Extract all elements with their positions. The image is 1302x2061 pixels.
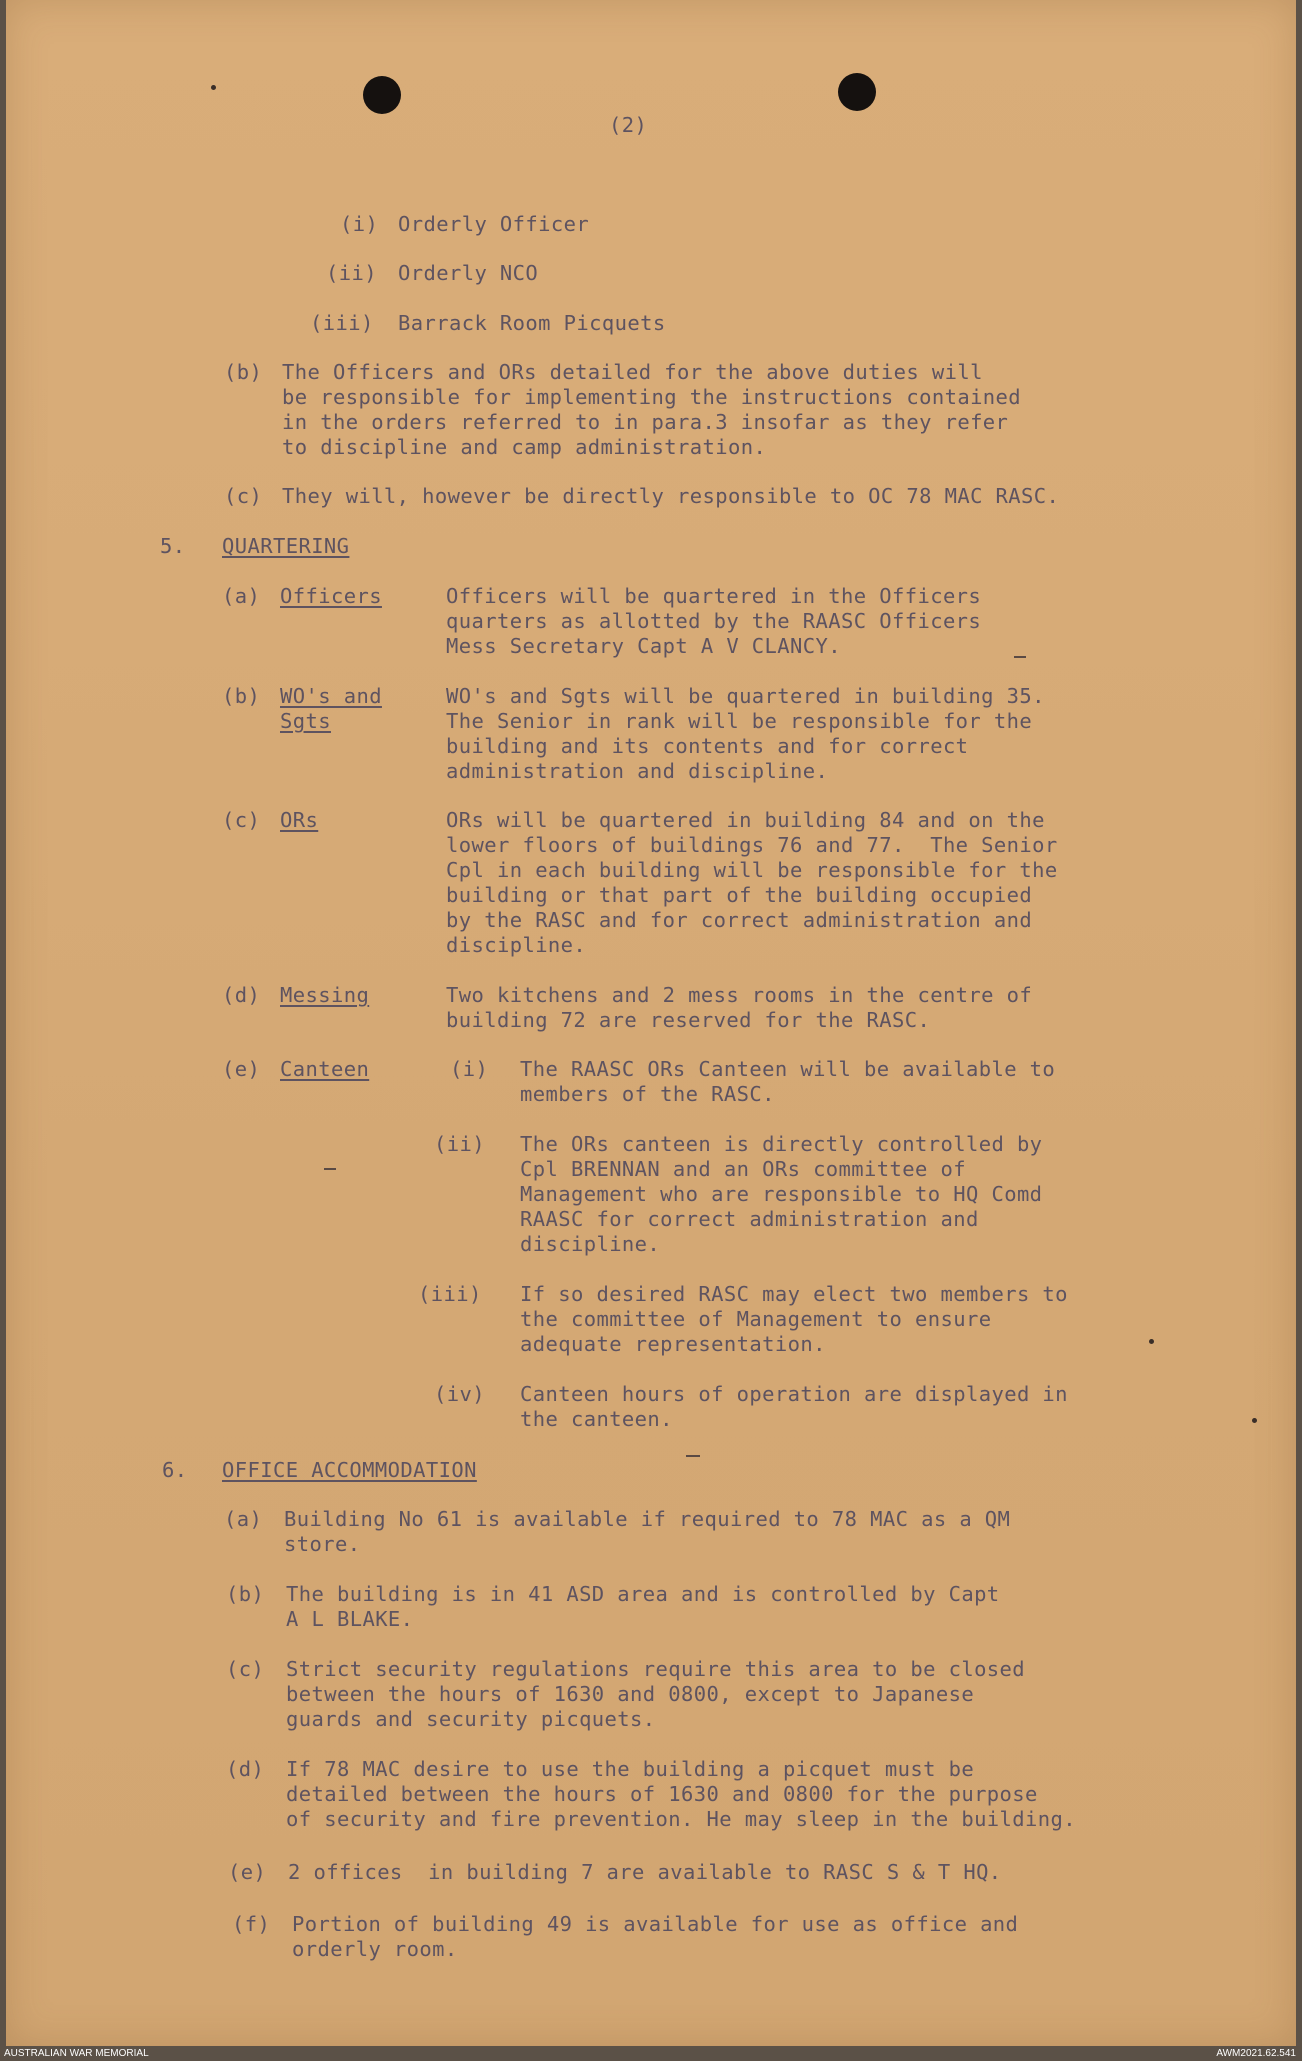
s6-b-line: The building is in 41 ASD area and is controlled by Capt [286, 1582, 1000, 1606]
para4-b-line: to discipline and camp administration. [282, 435, 767, 459]
ink-mark [1014, 656, 1026, 658]
s6-c-label: (c) [226, 1657, 265, 1681]
section6-number: 6. [162, 1458, 188, 1482]
s5-a-line: Mess Secretary Capt A V CLANCY. [446, 634, 842, 658]
section5-number: 5. [160, 534, 186, 558]
s6-c-line: Strict security regulations require this area to be closed [286, 1657, 1026, 1681]
footer-credit: AUSTRALIAN WAR MEMORIAL [4, 2048, 149, 2059]
canteen-item-line: Canteen hours of operation are displayed in [520, 1382, 1068, 1406]
paper-speck [1252, 1418, 1257, 1423]
para4-b-line: be responsible for implementing the instructions contained [282, 385, 1022, 409]
canteen-item-line: Management who are responsible to HQ Comd [520, 1182, 1043, 1206]
paper-speck [1149, 1339, 1154, 1344]
s5-a-title: Officers [280, 584, 382, 608]
canteen-item-num: (i) [450, 1057, 489, 1081]
s6-d-label: (d) [226, 1757, 265, 1781]
section5-heading: QUARTERING [222, 534, 350, 558]
canteen-item-num: (iii) [418, 1282, 482, 1306]
s5-b-line: WO's and Sgts will be quartered in building 35. [446, 684, 1045, 708]
paper-speck [211, 85, 216, 90]
para4-c-label: (c) [224, 484, 263, 508]
punch-hole-right [838, 73, 876, 111]
s6-b-line: A L BLAKE. [286, 1607, 414, 1631]
s5-d-line: Two kitchens and 2 mess rooms in the centre of [446, 983, 1033, 1007]
s6-b-label: (b) [226, 1582, 265, 1606]
s5-c-label: (c) [222, 808, 261, 832]
canteen-item-num: (ii) [434, 1132, 485, 1156]
s5-d-title: Messing [280, 983, 370, 1007]
s6-d-line: detailed between the hours of 1630 and 0800 for the purpose [286, 1782, 1038, 1806]
s5-e-label: (e) [222, 1057, 261, 1081]
s5-b-line: building and its contents and for correct [446, 734, 969, 758]
s6-d-line: of security and fire prevention. He may sleep in the building. [286, 1807, 1077, 1831]
s5-d-line: building 72 are reserved for the RASC. [446, 1008, 931, 1032]
s5-b-line: The Senior in rank will be responsible for the [446, 709, 1033, 733]
page-number: (2) [609, 113, 648, 137]
canteen-item-num: (iv) [434, 1382, 485, 1406]
s5-e-title: Canteen [280, 1057, 370, 1081]
duty-num: (iii) [310, 311, 374, 335]
canteen-item-line: the committee of Management to ensure [520, 1307, 992, 1331]
punch-hole-left [363, 76, 401, 114]
canteen-item-line: the canteen. [520, 1407, 673, 1431]
s5-c-line: Cpl in each building will be responsible for the [446, 858, 1058, 882]
canteen-item-line: Cpl BRENNAN and an ORs committee of [520, 1157, 966, 1181]
section6-heading: OFFICE ACCOMMODATION [222, 1458, 477, 1482]
s6-e-label: (e) [228, 1860, 267, 1884]
s5-b-line: administration and discipline. [446, 759, 829, 783]
para4-b-label: (b) [224, 360, 263, 384]
s6-f-label: (f) [232, 1912, 271, 1936]
canteen-item-line: RAASC for correct administration and [520, 1207, 979, 1231]
duty-text: Barrack Room Picquets [398, 311, 666, 335]
s5-b-label: (b) [222, 684, 261, 708]
s5-c-line: discipline. [446, 933, 587, 957]
canteen-item-line: adequate representation. [520, 1332, 826, 1356]
ink-mark [324, 1168, 336, 1170]
canteen-item-line: The RAASC ORs Canteen will be available to [520, 1057, 1056, 1081]
s5-a-line: quarters as allotted by the RAASC Officers [446, 609, 982, 633]
canteen-item-line: discipline. [520, 1232, 661, 1256]
duty-num: (i) [340, 212, 379, 236]
canteen-item-line: The ORs canteen is directly controlled by [520, 1132, 1043, 1156]
s5-a-label: (a) [222, 584, 261, 608]
footer-accession-number: AWM2021.62.541 [1216, 2048, 1296, 2059]
canteen-item-line: If so desired RASC may elect two members to [520, 1282, 1068, 1306]
s5-c-line: by the RASC and for correct administration and [446, 908, 1033, 932]
s5-c-line: building or that part of the building occupied [446, 883, 1033, 907]
s5-c-line: lower floors of buildings 76 and 77. The Senior [446, 833, 1058, 857]
para4-b-line: The Officers and ORs detailed for the above duties will [282, 360, 983, 384]
s6-f-line: Portion of building 49 is available for use as office and [292, 1912, 1019, 1936]
ink-mark [686, 1455, 700, 1457]
duty-text: Orderly NCO [398, 261, 539, 285]
s5-a-line: Officers will be quartered in the Officers [446, 584, 982, 608]
s6-a-label: (a) [224, 1507, 263, 1531]
s6-c-line: between the hours of 1630 and 0800, except to Japanese [286, 1682, 975, 1706]
s6-e-text: 2 offices in building 7 are available to RASC S & T HQ. [288, 1860, 1002, 1884]
para4-b-line: in the orders referred to in para.3 insofar as they refer [282, 410, 1009, 434]
duty-num: (ii) [326, 261, 377, 285]
s6-a-line: store. [284, 1532, 361, 1556]
canteen-item-line: members of the RASC. [520, 1082, 775, 1106]
s5-b-title: Sgts [280, 709, 331, 733]
s5-c-line: ORs will be quartered in building 84 and on the [446, 808, 1045, 832]
s6-f-line: orderly room. [292, 1937, 458, 1961]
para4-c-text: They will, however be directly responsible to OC 78 MAC RASC. [282, 484, 1060, 508]
duty-text: Orderly Officer [398, 212, 590, 236]
s6-c-line: guards and security picquets. [286, 1707, 656, 1731]
s5-d-label: (d) [222, 983, 261, 1007]
s6-a-line: Building No 61 is available if required to 78 MAC as a QM [284, 1507, 1011, 1531]
s5-c-title: ORs [280, 808, 319, 832]
s6-d-line: If 78 MAC desire to use the building a picquet must be [286, 1757, 975, 1781]
s5-b-title: WO's and [280, 684, 382, 708]
